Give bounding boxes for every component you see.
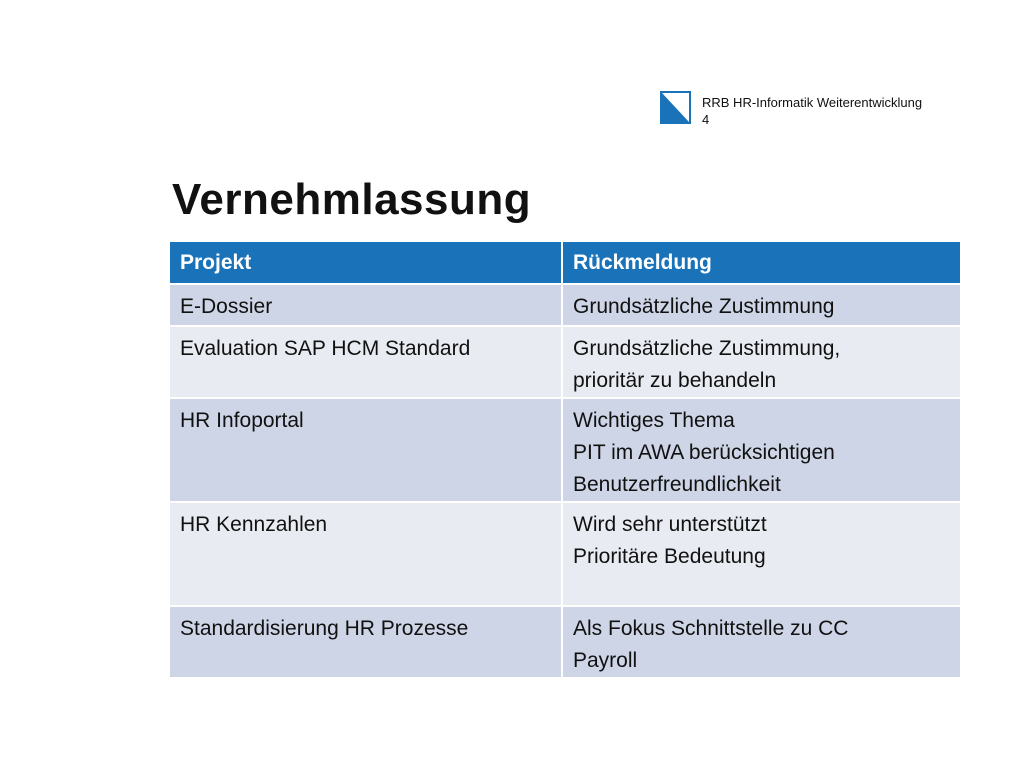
cell-text: Als Fokus Schnittstelle zu CC [573,617,849,640]
table-row [170,285,960,327]
cell-text: Grundsätzliche Zustimmung [573,295,835,318]
header-page-number: 4 [702,112,710,127]
cell-text: PIT im AWA berücksichtigen [573,441,835,464]
cell-text: Evaluation SAP HCM Standard [180,337,471,360]
cell-text: Standardisierung HR Prozesse [180,617,469,640]
cell-text: Benutzerfreundlichkeit [573,473,781,496]
cell-rueckmeldung [563,285,960,327]
cell-text: HR Kennzahlen [180,513,328,536]
cell-projekt [170,503,563,607]
table-row [170,607,960,679]
feedback-table [170,242,960,679]
cell-text: Prioritäre Bedeutung [573,545,766,568]
header-presentation-name: RRB HR-Informatik Weiterentwicklung [702,95,923,110]
cell-projekt [170,285,563,327]
cell-rueckmeldung [563,503,960,607]
cell-text: E-Dossier [180,295,273,318]
cell-rueckmeldung [563,607,960,679]
table-row [170,399,960,503]
table-row [170,503,960,607]
cell-projekt [170,399,563,503]
slide-title: Vernehmlassung [172,175,532,224]
cell-text: Grundsätzliche Zustimmung, [573,337,841,360]
cell-projekt [170,607,563,679]
table-row [170,327,960,399]
table-header-row [170,242,960,285]
cell-projekt [170,327,563,399]
canton-zurich-logo-icon [660,91,691,124]
cell-text: prioritär zu behandeln [573,369,777,392]
cell-rueckmeldung [563,399,960,503]
column-header-projekt: Projekt [170,242,563,285]
column-header-rueckmeldung: Rückmeldung [563,242,960,285]
header-info [702,94,922,128]
cell-text: Wird sehr unterstützt [573,513,767,536]
cell-text: Wichtiges Thema [573,409,735,432]
cell-text: HR Infoportal [180,409,304,432]
cell-text: Payroll [573,649,638,672]
cell-rueckmeldung [563,327,960,399]
